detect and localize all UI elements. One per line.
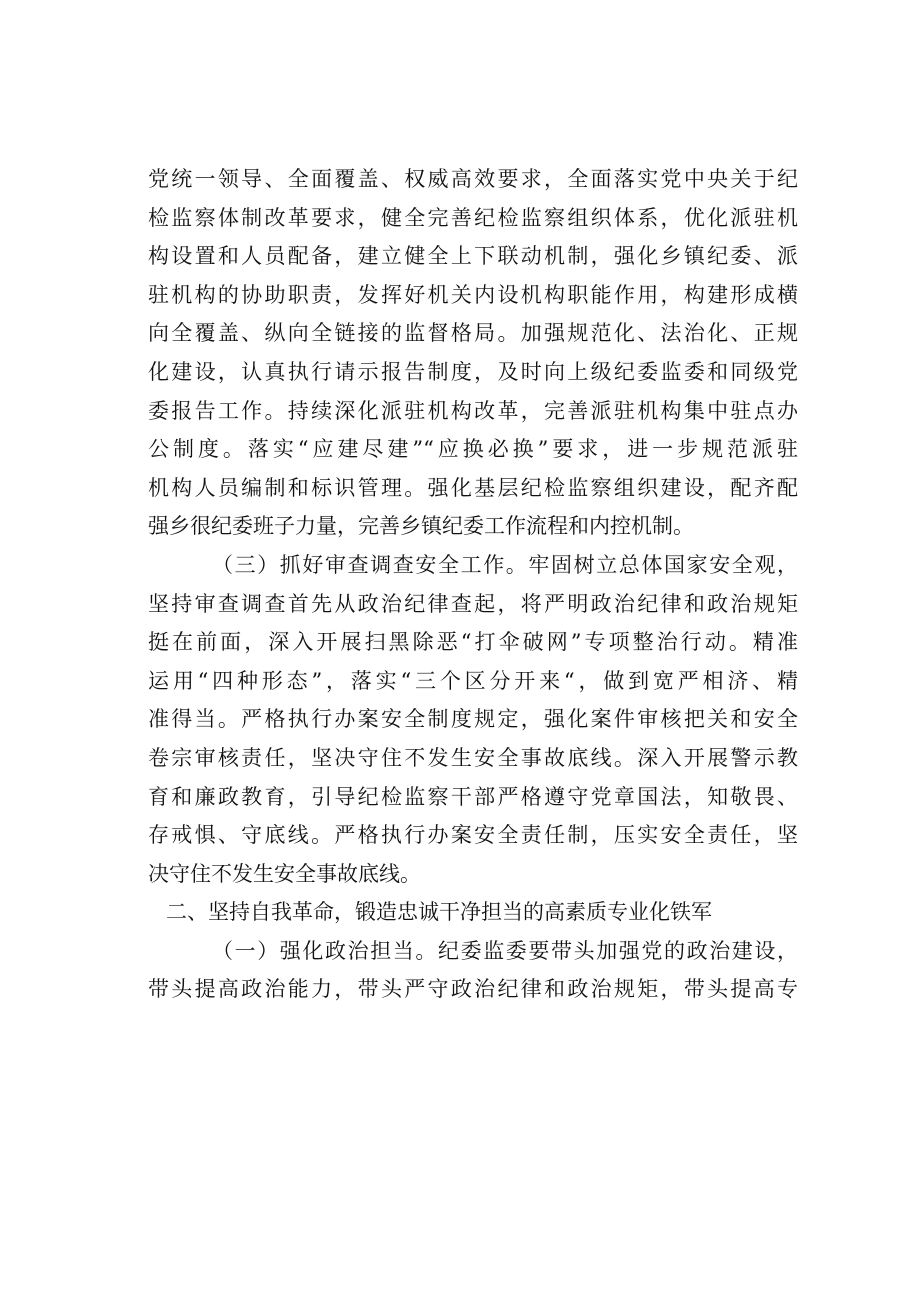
text-line: 育和廉政教育，引导纪检监察干部严格遵守党章国法，知敬畏、 [148,784,798,809]
text-line: 准得当。严格执行办案安全制度规定，强化案件审核把关和安全 [148,707,798,732]
paragraph-political-responsibility [148,932,798,1009]
text-line: 公制度。落实“应建尽建”“应换必换”要求，进一步规范派驻 [148,437,798,462]
text-line: 挺在前面，深入开展扫黑除恶“打伞破网”专项整治行动。精准 [148,630,798,655]
section-heading: 二、坚持自我革命，锻造忠诚干净担当的高素质专业化铁军 [166,900,712,925]
paragraph-review-safety [148,546,798,893]
paragraph-org-system [148,160,798,546]
text-line: 构设置和人员配备，建立健全上下联动机制，强化乡镇纪委、派 [148,244,798,269]
text-line: 卷宗审核责任，坚决守住不发生安全事故底线。深入开展警示教 [148,745,798,770]
text-line: 驻机构的协助职责，发挥好机关内设机构职能作用，构建形成横 [148,282,798,307]
text-line: 运用“四种形态”，落实“三个区分开来“，做到宽严相济、精 [148,668,798,693]
text-line: 化建设，认真执行请示报告制度，及时向上级纪委监委和同级党 [148,359,798,384]
text-line: （三）抓好审查调查安全工作。牢固树立总体国家安全观， [212,552,798,577]
text-line: 存戒惧、守底线。严格执行办案安全责任制，压实安全责任，坚 [148,823,798,848]
text-line: 党统一领导、全面覆盖、权威高效要求，全面落实党中央关于纪 [148,167,798,191]
text-line: 坚持审查调查首先从政治纪律查起，将严明政治纪律和政治规矩 [148,591,798,616]
text-line: 向全覆盖、纵向全链接的监督格局。加强规范化、法治化、正规 [148,321,798,346]
text-line: 检监察体制改革要求，健全完善纪检监察组织体系，优化派驻机 [148,205,798,230]
document-page [148,160,798,1009]
text-line: 机构人员编制和标识管理。强化基层纪检监察组织建设，配齐配 [148,475,798,500]
text-line: 强乡很纪委班子力量，完善乡镇纪委工作流程和内控机制。 [148,514,694,539]
text-line: 委报告工作。持续深化派驻机构改革，完善派驻机构集中驻点办 [148,398,798,423]
text-line: 决守住不发生安全事故底线。 [148,861,421,886]
text-line: 带头提高政治能力，带头严守政治纪律和政治规矩，带头提高专 [148,977,798,1002]
text-line: （一）强化政治担当。纪委监委要带头加强党的政治建设， [212,938,798,963]
